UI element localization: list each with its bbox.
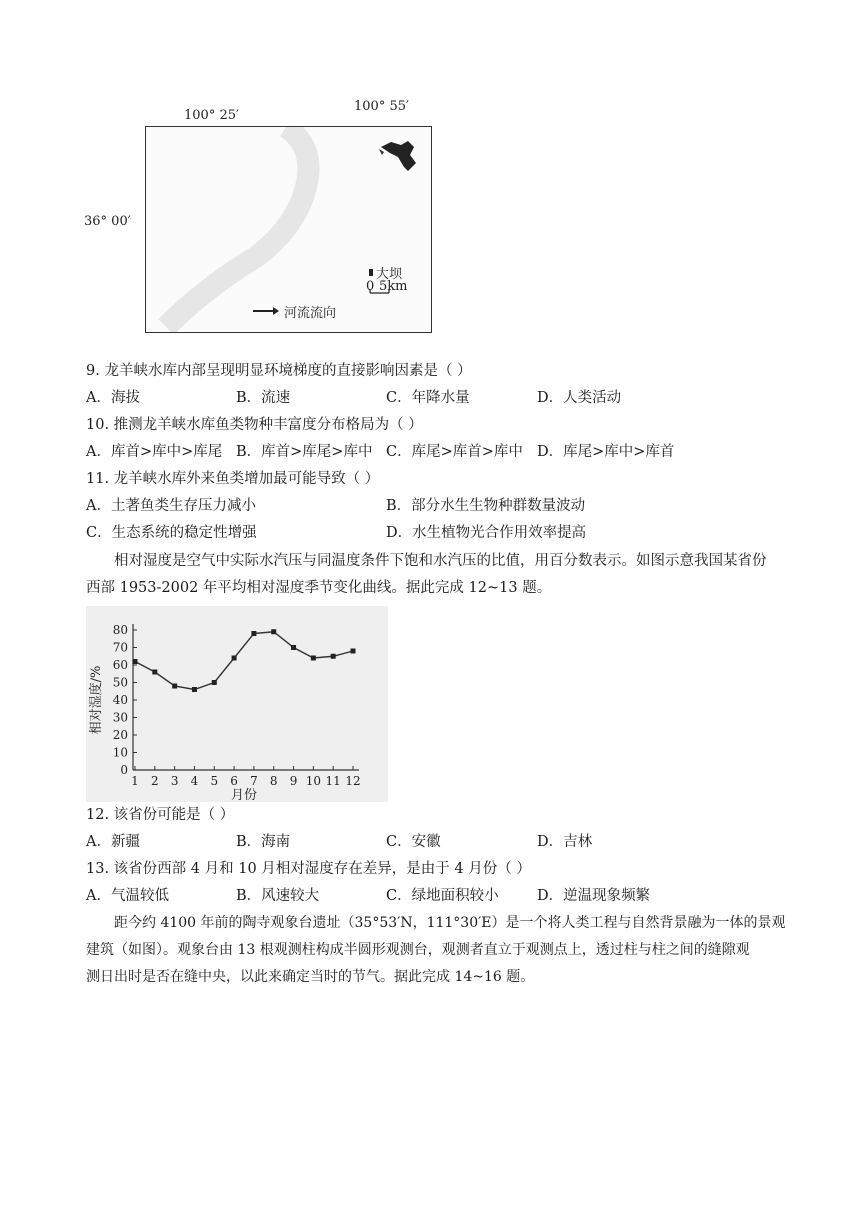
q10-option-a: A．库首>库中>库尾: [86, 444, 223, 460]
dam-legend-icon: [369, 269, 373, 276]
q9-option-d: D．人类活动: [537, 390, 622, 406]
data-point: [351, 649, 356, 654]
q11-option-b: B．部分水生生物种群数量波动: [386, 498, 586, 514]
passage2-line1: 距今约 4100 年前的陶寺观象台遗址（35°53′N，111°30′E）是一个将人类工程与自然背景融为一体的景观: [114, 915, 786, 931]
flow-legend-label: 河流流向: [284, 306, 337, 321]
map-box: [145, 126, 432, 333]
q9-stem: 9. 龙羊峡水库内部呈现明显环境梯度的直接影响因素是（ ）: [86, 363, 472, 379]
q10-option-b: B．库首>库尾>库中: [236, 444, 373, 460]
x-tick-label: 8: [269, 774, 278, 788]
x-tick-label: 10: [305, 774, 322, 788]
data-point: [232, 656, 237, 661]
q10-stem: 10. 推测龙羊峡水库鱼类物种丰富度分布格局为（ ）: [86, 417, 423, 433]
data-point: [291, 645, 296, 650]
scale-zero-label: 0: [366, 279, 375, 294]
data-point: [172, 684, 177, 689]
y-tick-label: 30: [112, 710, 128, 725]
y-tick-label: 70: [112, 640, 128, 655]
data-point: [192, 687, 197, 692]
q13-option-d: D．逆温现象频繁: [537, 888, 651, 904]
q13-option-b: B．风速较大: [236, 888, 320, 904]
data-point: [133, 659, 138, 664]
x-tick-label: 1: [131, 774, 139, 788]
river-edge: [381, 141, 416, 171]
q9-option-a: A．海拔: [86, 390, 140, 406]
x-tick-label: 11: [325, 774, 341, 788]
data-point: [212, 680, 217, 685]
x-tick-label: 4: [190, 774, 199, 788]
flow-arrow-icon: [273, 307, 279, 315]
passage1-line2: 西部 1953-2002 年平均相对湿度季节变化曲线。据此完成 12~13 题。: [86, 580, 552, 596]
x-tick-label: 2: [150, 774, 159, 788]
reservoir-map: [84, 98, 433, 333]
q12-option-b: B．海南: [236, 834, 291, 850]
data-point: [311, 656, 316, 661]
passage2-line3: 测日出时是否在缝中央，以此来确定当时的节气。据此完成 14~16 题。: [86, 969, 535, 985]
x-tick-label: 12: [345, 774, 361, 788]
y-tick-label: 40: [112, 693, 128, 707]
data-point: [251, 631, 256, 636]
map-lat-label: 36° 00′: [84, 214, 131, 229]
dam-marker-shape: [379, 149, 384, 155]
y-tick-label: 20: [112, 728, 128, 742]
q12-stem: 12. 该省份可能是（ ）: [86, 807, 235, 823]
q13-option-a: A．气温较低: [86, 888, 169, 904]
q11-option-c: C．生态系统的稳定性增强: [86, 525, 257, 541]
x-tick-label: 9: [289, 774, 298, 788]
y-tick-label: 10: [112, 745, 128, 760]
q10-option-d: D．库尾>库中>库首: [537, 444, 675, 460]
data-point: [331, 654, 336, 659]
q12-option-a: A．新疆: [86, 834, 140, 850]
passage1-line1: 相对湿度是空气中实际水汽压与同温度条件下饱和水汽压的比值，用百分数表示。如图示意我国某省份: [114, 553, 767, 569]
x-tick-label: 3: [170, 774, 179, 788]
y-tick-label: 50: [112, 675, 128, 690]
y-axis-label: 相对湿度/%: [89, 665, 104, 735]
q11-option-d: D．水生植物光合作用效率提高: [386, 525, 587, 541]
q9-option-c: C．年降水量: [386, 390, 470, 406]
dam-legend-label: 大坝: [376, 267, 403, 282]
y-tick-label: 60: [112, 658, 128, 672]
humidity-chart: [86, 606, 388, 802]
map-lon-left: 100° 25′: [184, 108, 239, 123]
q12-option-c: C．安徽: [386, 834, 441, 850]
q13-option-c: C．绿地面积较小: [386, 888, 499, 904]
y-tick-label: 0: [120, 763, 128, 777]
reservoir-shading: [166, 127, 309, 327]
x-tick-label: 5: [210, 774, 219, 788]
x-axis-label: 月份: [230, 788, 258, 802]
data-point: [152, 670, 157, 675]
humidity-chart-svg: [86, 606, 388, 802]
q11-stem: 11. 龙羊峡水库外来鱼类增加最可能导致（ ）: [86, 471, 380, 487]
x-tick-label: 6: [230, 774, 238, 788]
x-tick-label: 7: [250, 774, 258, 788]
q12-option-d: D．吉林: [537, 834, 593, 850]
q9-option-b: B．流速: [236, 390, 291, 406]
data-point: [271, 629, 276, 634]
map-lon-right: 100° 55′: [354, 99, 409, 114]
q10-option-c: C．库尾>库首>库中: [386, 444, 523, 460]
passage2-line2: 建筑（如图）。观象台由 13 根观测柱构成半圆形观测台，观测者直立于观测点上，透过柱与柱之间的缝隙观: [86, 942, 750, 958]
q13-stem: 13. 该省份西部 4 月和 10 月相对湿度存在差异，是由于 4 月份（ ）: [86, 861, 531, 877]
q11-option-a: A．土著鱼类生存压力减小: [86, 498, 256, 514]
y-tick-label: 80: [112, 623, 128, 637]
humidity-line: [135, 632, 353, 690]
scale-distance-label: 5km: [379, 279, 408, 294]
